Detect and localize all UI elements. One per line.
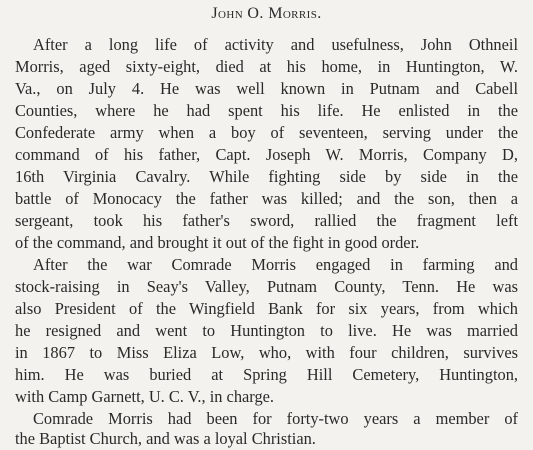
paragraph-3-line-2: the Baptist Church, and was a loyal Christian. <box>15 429 316 448</box>
paragraph-2-line-5: in 1867 to Miss Eliza Low, who, with four children, survives <box>15 343 518 362</box>
paragraph-1-line-3: Va., on July 4. He was well known in Putnam and Cabell <box>15 79 518 98</box>
paragraph-2-line-4: he resigned and went to Huntington to live. He was married <box>15 321 518 340</box>
paragraph-1-line-7: 16th Virginia Cavalry. While fighting side by side in the <box>15 167 518 186</box>
paragraph-1-line-1: After a long life of activity and usefulness, John Othneil <box>33 35 518 54</box>
paragraph-3-line-1: Comrade Morris had been for forty-two years a member of <box>33 409 518 428</box>
paragraph-1-line-9: sergeant, took his father's sword, rallied the fragment left <box>15 211 518 230</box>
paragraph-2-line-2: stock-raising in Seay's Valley, Putnam County, Tenn. He was <box>15 277 518 296</box>
paragraph-2-line-6: him. He was buried at Spring Hill Cemetery, Huntington, <box>15 365 518 384</box>
paragraph-1-line-4: Counties, where he had spent his life. He enlisted in the <box>15 101 518 120</box>
paragraph-2-line-3: also President of the Wingfield Bank for six years, from which <box>15 299 518 318</box>
paragraph-2-line-7: with Camp Garnett, U. C. V., in charge. <box>15 387 275 406</box>
paragraph-1-line-5: Confederate army when a boy of seventeen, serving under the <box>15 123 518 142</box>
paragraph-1-line-8: battle of Monocacy the father was killed; and the son, then a <box>15 189 518 208</box>
paragraph-2-line-1: After the war Comrade Morris engaged in farming and <box>33 255 518 274</box>
paragraph-1-line-6: command of his father, Capt. Joseph W. Morris, Company D, <box>15 145 518 164</box>
article-title: John O. Morris. <box>211 5 322 22</box>
paragraph-1-line-10: of the command, and brought it out of the fight in good order. <box>15 233 420 252</box>
paragraph-1-line-2: Morris, aged sixty-eight, died at his home, in Huntington, W. <box>15 57 518 76</box>
